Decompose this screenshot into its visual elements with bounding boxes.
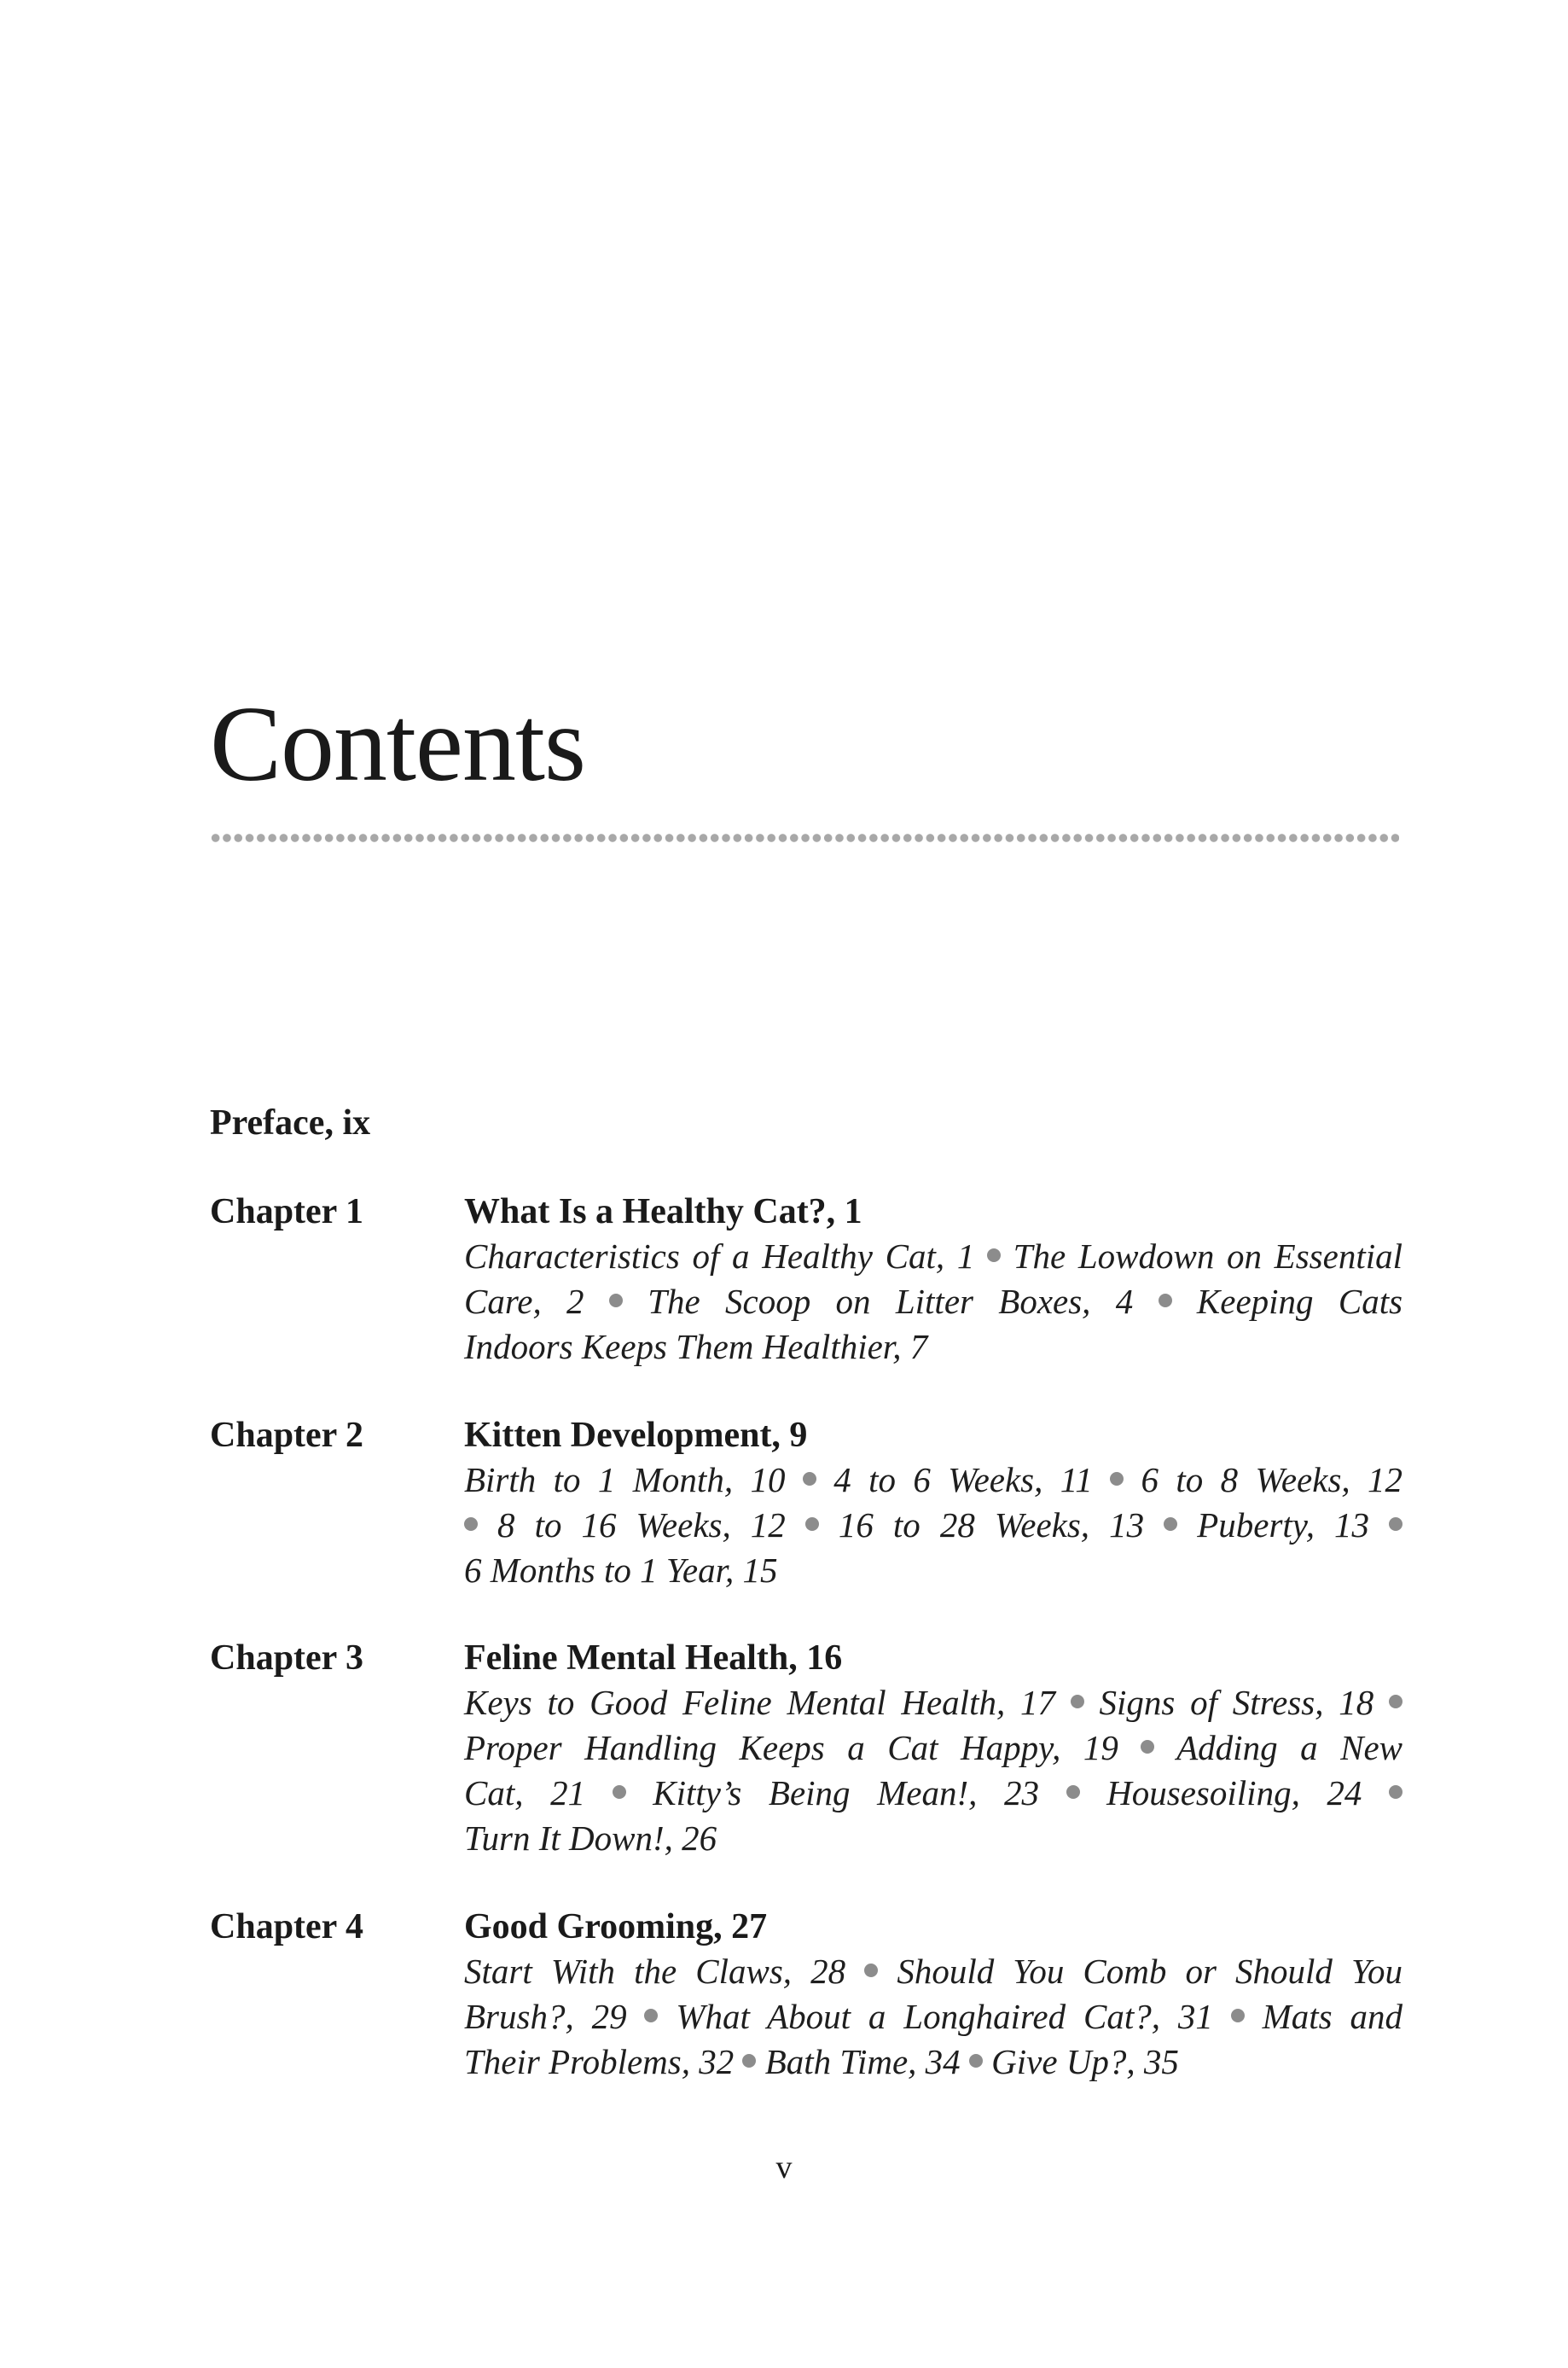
section-entry[interactable]: Mats and (1262, 1997, 1403, 2036)
bullet-separator (805, 1517, 819, 1531)
section-entry[interactable]: Birth to 1 Month, 10 (464, 1460, 786, 1499)
bullet-separator (969, 2054, 983, 2068)
section-entry[interactable]: What About a Longhaired Cat?, 31 (676, 1997, 1213, 2036)
section-entry[interactable]: 6 to 8 Weeks, 12 (1141, 1460, 1403, 1499)
section-entry[interactable]: Cat, 21 (464, 1773, 586, 1812)
section-line (464, 1503, 1402, 1548)
bullet-separator (987, 1248, 1001, 1262)
section-entry[interactable]: 8 to 16 Weeks, 12 (497, 1505, 786, 1545)
section-line (464, 2039, 1402, 2085)
section-entry[interactable]: Proper Handling Keeps a Cat Happy, 19 (464, 1728, 1118, 1767)
section-entry[interactable]: 4 to 6 Weeks, 11 (833, 1460, 1093, 1499)
section-line (464, 1457, 1402, 1503)
bullet-separator (1389, 1785, 1402, 1799)
bullet-separator (1231, 2009, 1245, 2022)
bullet-separator (613, 1785, 626, 1799)
chapter-label: Chapter 2 (210, 1416, 364, 1455)
section-entry[interactable]: Indoors Keeps Them Healthier, 7 (464, 1327, 928, 1366)
section-entry[interactable]: 16 to 28 Weeks, 13 (838, 1505, 1145, 1545)
section-entry[interactable]: Bath Time, 34 (764, 2042, 961, 2081)
section-line (464, 1279, 1402, 1324)
chapter-body (464, 1905, 1402, 2085)
page-number: v (775, 2150, 793, 2185)
bullet-separator (1066, 1785, 1080, 1799)
section-entry[interactable]: Signs of Stress, 18 (1099, 1683, 1374, 1722)
chapter-title[interactable]: What Is a Healthy Cat?, 1 (464, 1192, 862, 1231)
bullet-separator (1141, 1740, 1154, 1754)
chapter-body (464, 1190, 1402, 1370)
bullet-separator (464, 1517, 478, 1531)
section-entry[interactable]: Brush?, 29 (464, 1997, 627, 2036)
dotted-rule (210, 832, 1399, 844)
section-entry[interactable]: Should You Comb or Should You (897, 1952, 1403, 1991)
toc-preface[interactable]: Preface, ix (210, 1103, 371, 1143)
section-entry[interactable]: 6 Months to 1 Year, 15 (464, 1551, 778, 1590)
chapter-body (464, 1413, 1402, 1593)
section-entry[interactable]: Keys to Good Feline Mental Health, 17 (464, 1683, 1055, 1722)
section-line (464, 1680, 1402, 1725)
section-line (464, 1234, 1402, 1279)
chapter-title[interactable]: Kitten Development, 9 (464, 1416, 808, 1455)
section-line (464, 1816, 1402, 1861)
section-line (464, 1771, 1402, 1816)
bullet-separator (1159, 1294, 1172, 1307)
section-line (464, 1994, 1402, 2039)
page-title: Contents (210, 685, 586, 804)
bullet-separator (1389, 1517, 1402, 1531)
section-entry[interactable]: The Lowdown on Essential (1013, 1236, 1402, 1276)
section-entry[interactable]: Give Up?, 35 (991, 2042, 1179, 2081)
section-line (464, 1324, 1402, 1370)
section-line (464, 1548, 1402, 1593)
bullet-separator (644, 2009, 658, 2022)
section-entry[interactable]: Start With the Claws, 28 (464, 1952, 846, 1991)
chapter-title[interactable]: Feline Mental Health, 16 (464, 1638, 843, 1678)
section-entry[interactable]: Puberty, 13 (1197, 1505, 1370, 1545)
section-entry[interactable]: The Scoop on Litter Boxes, 4 (648, 1282, 1134, 1321)
section-entry[interactable]: Housesoiling, 24 (1106, 1773, 1362, 1812)
section-line (464, 1725, 1402, 1771)
bullet-separator (609, 1294, 623, 1307)
section-line (464, 1949, 1402, 1994)
bullet-separator (803, 1472, 816, 1486)
section-entry[interactable]: Care, 2 (464, 1282, 584, 1321)
section-entry[interactable]: Keeping Cats (1196, 1282, 1403, 1321)
chapter-label: Chapter 4 (210, 1907, 364, 1946)
section-entry[interactable]: Adding a New (1176, 1728, 1402, 1767)
chapter-body (464, 1636, 1402, 1861)
section-entry[interactable]: Kitty’s Being Mean!, 23 (653, 1773, 1039, 1812)
bullet-separator (1389, 1695, 1402, 1708)
bullet-separator (1071, 1695, 1084, 1708)
section-entry[interactable]: Characteristics of a Healthy Cat, 1 (464, 1236, 975, 1276)
chapter-label: Chapter 1 (210, 1192, 364, 1231)
section-entry[interactable]: Their Problems, 32 (464, 2042, 735, 2081)
section-entry[interactable]: Turn It Down!, 26 (464, 1818, 717, 1858)
chapter-title[interactable]: Good Grooming, 27 (464, 1907, 768, 1946)
bullet-separator (1164, 1517, 1177, 1531)
bullet-separator (742, 2054, 756, 2068)
bullet-separator (864, 1964, 878, 1977)
chapter-label: Chapter 3 (210, 1638, 364, 1678)
bullet-separator (1110, 1472, 1124, 1486)
